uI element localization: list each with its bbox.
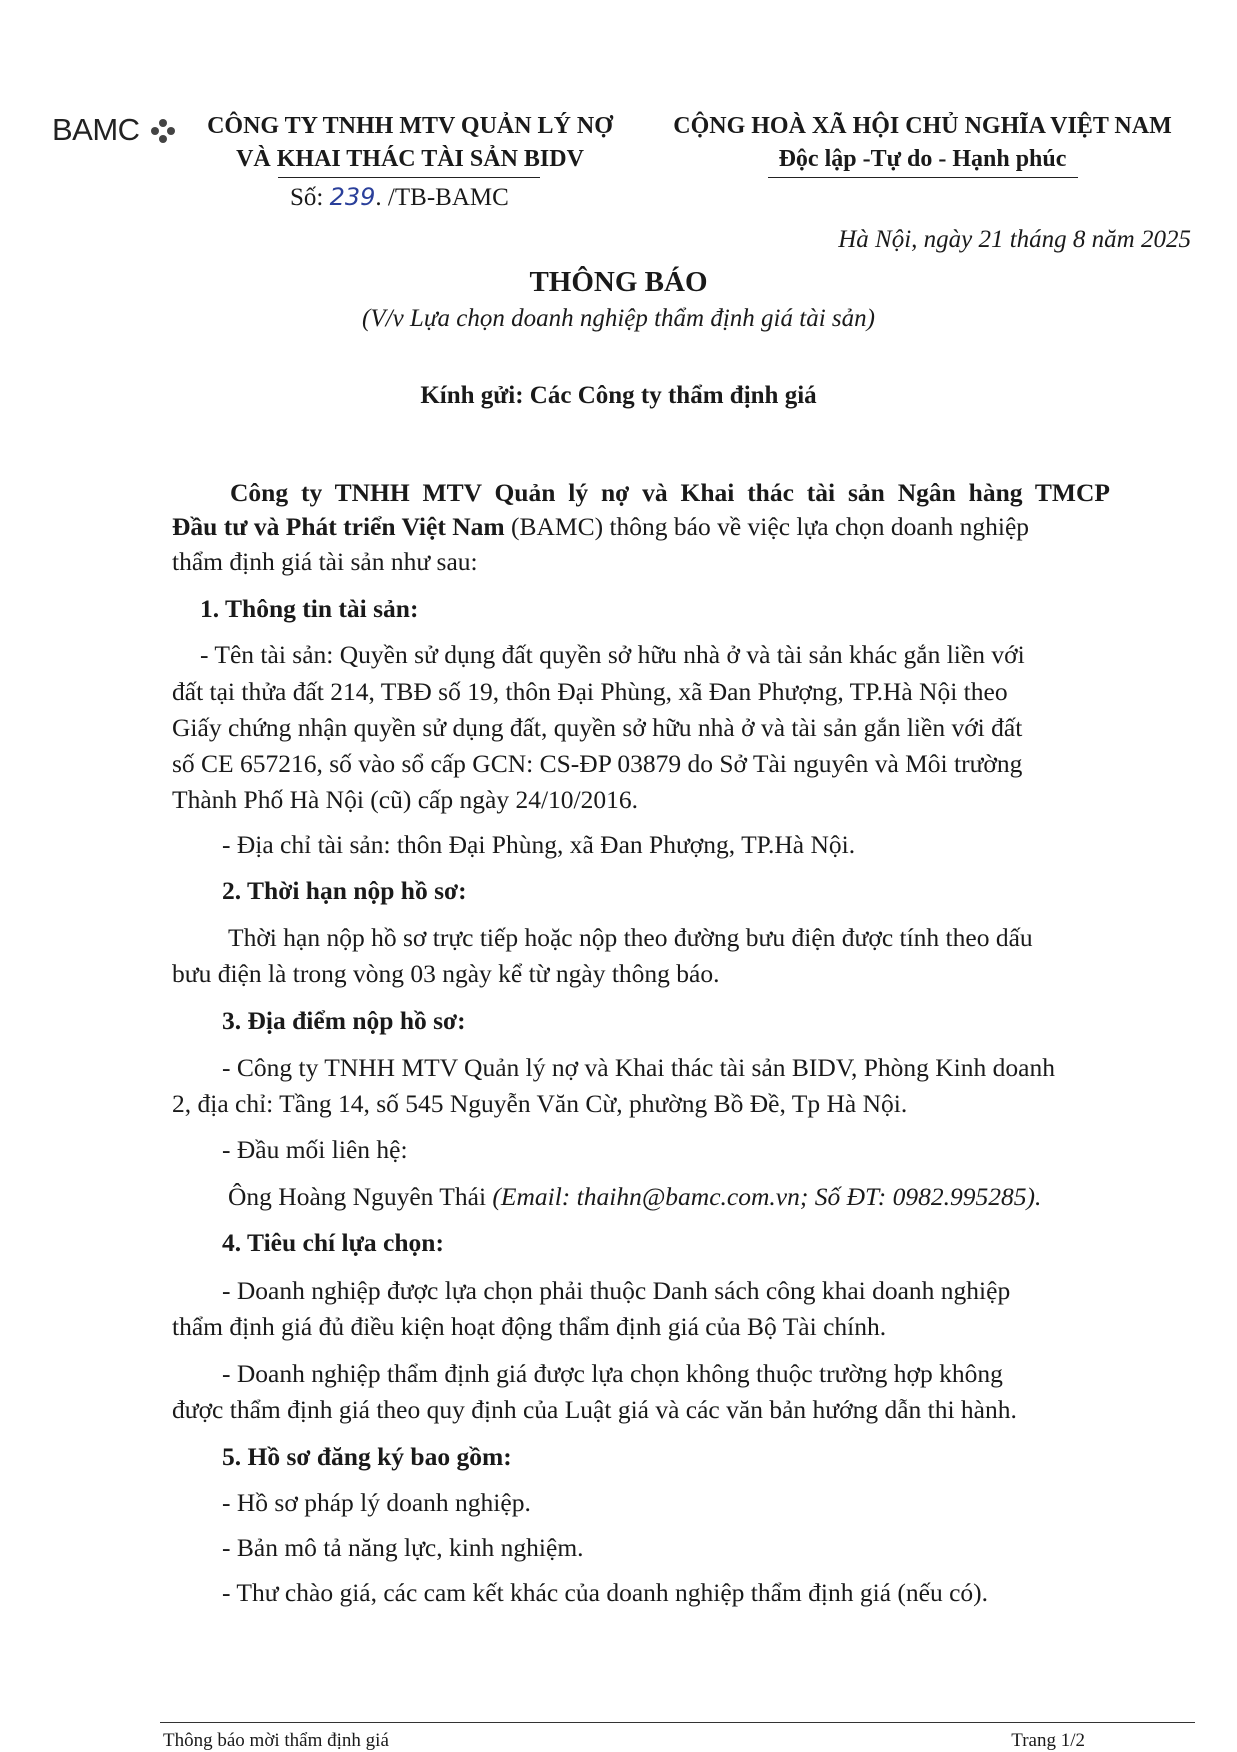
section4-criterion2-line2: được thẩm định giá theo quy định của Luật giá và các văn bản hướng dẫn thi hành. [172, 1395, 1017, 1424]
section5-item: - Thư chào giá, các cam kết khác của doanh nghiệp thẩm định giá (nếu có). [222, 1578, 989, 1607]
company-name [190, 110, 630, 176]
section4-criterion1-line1: - Doanh nghiệp được lựa chọn phải thuộc Danh sách công khai doanh nghiệp [222, 1276, 1011, 1305]
intro-line2 [172, 512, 1029, 542]
doc-no-handwritten: 239 [329, 183, 376, 211]
intro-line2-rest: (BAMC) thông báo về việc lựa chọn doanh nghiệp [504, 512, 1030, 541]
section1-line4: số CE 657216, số vào sổ cấp GCN: CS-ĐP 03879 do Sở Tài nguyên và Môi trường [172, 749, 1023, 778]
recipient: Kính gửi: Các Công ty thẩm định giá [420, 382, 817, 409]
section4-heading: 4. Tiêu chí lựa chọn: [222, 1228, 444, 1257]
document-title: THÔNG BÁO [529, 266, 708, 298]
bamc-logo-icon [150, 118, 176, 144]
section3-heading: 3. Địa điểm nộp hồ sơ: [222, 1006, 466, 1035]
contact-name: Ông Hoàng Nguyên Thái [228, 1182, 493, 1211]
section5-heading: 5. Hồ sơ đăng ký bao gồm: [222, 1442, 512, 1471]
section1-line5: Thành Phố Hà Nội (cũ) cấp ngày 24/10/2016. [172, 785, 638, 814]
section2-line2: bưu điện là trong vòng 03 ngày kể từ ngày thông báo. [172, 959, 720, 988]
company-name-line1: CÔNG TY TNHH MTV QUẢN LÝ NỢ [207, 113, 613, 139]
section1-line1: - Tên tài sản: Quyền sử dụng đất quyền sở hữu nhà ở và tài sản khác gắn liền với [200, 640, 1025, 669]
company-underline [278, 177, 540, 178]
section3-contact-label: - Đầu mối liên hệ: [222, 1135, 408, 1164]
footer-rule [160, 1722, 1195, 1723]
intro-line1: Công ty TNHH MTV Quản lý nợ và Khai thác tài sản Ngân hàng TMCP [230, 478, 1110, 507]
section3-line1: - Công ty TNHH MTV Quản lý nợ và Khai thác tài sản BIDV, Phòng Kinh doanh [222, 1053, 1055, 1082]
doc-no-prefix: Số: [290, 184, 324, 211]
section4-criterion1-line2: thẩm định giá đủ điều kiện hoạt động thẩm định giá của Bộ Tài chính. [172, 1312, 887, 1341]
section1-heading: 1. Thông tin tài sản: [200, 594, 419, 623]
document-number [290, 183, 509, 212]
section3-contact [228, 1182, 1041, 1212]
document-subtitle: (V/v Lựa chọn doanh nghiệp thẩm định giá tài sản) [362, 305, 875, 332]
motto-underline [768, 177, 1078, 178]
section4-criterion2-line1: - Doanh nghiệp thẩm định giá được lựa chọn không thuộc trường hợp không [222, 1359, 1003, 1388]
page-number: Trang 1/2 [1011, 1730, 1085, 1751]
section3-line2: 2, địa chỉ: Tầng 14, số 545 Nguyễn Văn Cừ, phường Bồ Đề, Tp Hà Nội. [172, 1089, 908, 1118]
section5-item: - Bản mô tả năng lực, kinh nghiệm. [222, 1533, 584, 1562]
section1-line3: Giấy chứng nhận quyền sử dụng đất, quyền sở hữu nhà ở và tài sản gắn liền với đất [172, 713, 1023, 742]
footer-title: Thông báo mời thẩm định giá [163, 1730, 389, 1751]
national-motto [650, 110, 1195, 176]
section2-line1: Thời hạn nộp hồ sơ trực tiếp hoặc nộp theo đường bưu điện được tính theo dấu [228, 923, 1033, 952]
intro-line3: thẩm định giá tài sản như sau: [172, 547, 478, 576]
section5-item: - Hồ sơ pháp lý doanh nghiệp. [222, 1488, 531, 1517]
section1-line2: đất tại thửa đất 214, TBĐ số 19, thôn Đại Phùng, xã Đan Phượng, TP.Hà Nội theo [172, 677, 1008, 706]
document-date: Hà Nội, ngày 21 tháng 8 năm 2025 [838, 226, 1191, 253]
company-name-line2: VÀ KHAI THÁC TÀI SẢN BIDV [236, 146, 584, 172]
doc-no-suffix: . /TB-BAMC [375, 184, 509, 211]
nation-line1: CỘNG HOÀ XÃ HỘI CHỦ NGHĨA VIỆT NAM [673, 113, 1172, 139]
intro-line2-bold: Đầu tư và Phát triển Việt Nam [172, 512, 505, 541]
section2-heading: 2. Thời hạn nộp hồ sơ: [222, 876, 467, 905]
contact-detail: (Email: thaihn@bamc.com.vn; Số ĐT: 0982.995285). [492, 1182, 1042, 1211]
section1-address: - Địa chỉ tài sản: thôn Đại Phùng, xã Đan Phượng, TP.Hà Nội. [222, 830, 856, 859]
company-logo-text: BAMC [52, 112, 140, 147]
nation-line2: Độc lập -Tự do - Hạnh phúc [778, 146, 1067, 172]
